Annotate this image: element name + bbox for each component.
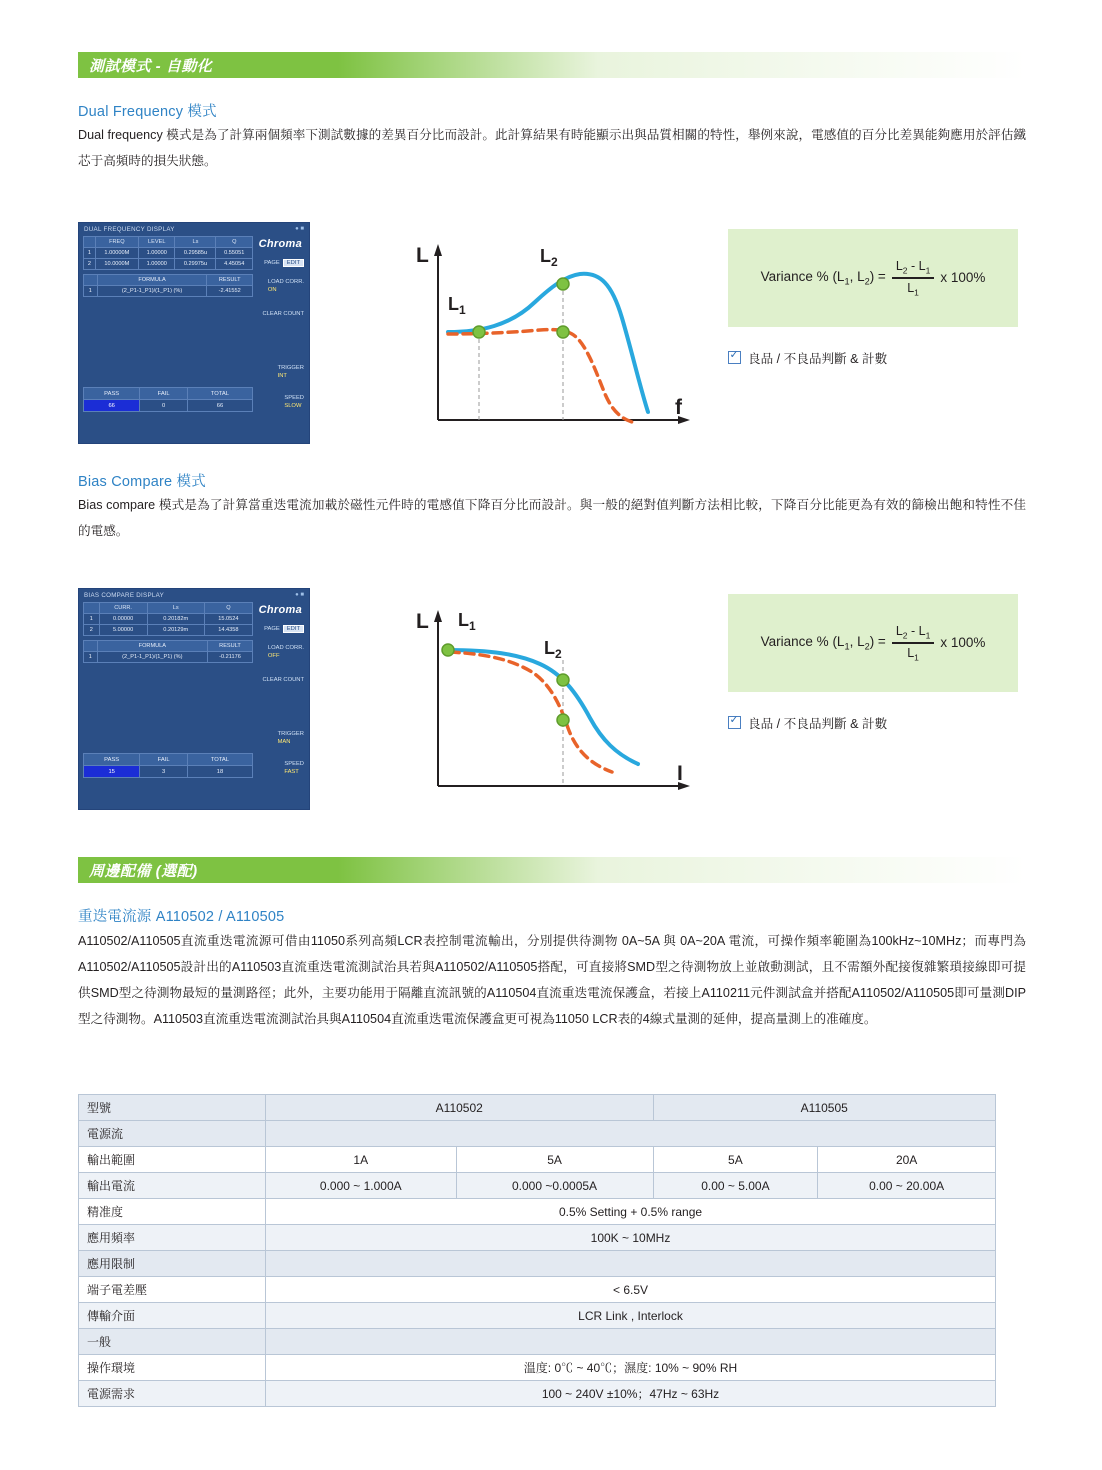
pass-header: PASS (84, 388, 140, 400)
section-title-automation: 測試模式 - 自動化 (89, 57, 213, 75)
chroma-logo-dual: Chroma (258, 238, 302, 250)
fraction-dual: $\frac{L_2 - L_1}{L_1}$ (892, 259, 934, 297)
table-row (84, 614, 253, 625)
spec-label: 輸出電流 (79, 1173, 266, 1199)
edit-label: EDIT (283, 625, 304, 633)
spec-model-a110502: A110502 (266, 1095, 654, 1121)
screen-status-dots: ● ■ (295, 226, 304, 232)
load-corr-item-bias[interactable] (268, 644, 304, 660)
load-corr-value: ON (267, 287, 277, 293)
cell: 1 (84, 652, 98, 663)
heading-dual-frequency: Dual Frequency 模式 (78, 104, 217, 120)
spec-label: 應用頻率 (79, 1225, 266, 1251)
dual-col-0 (84, 237, 96, 248)
cell: 15.0524 (204, 614, 252, 625)
spec-value: 0.5% Setting + 0.5% range (266, 1199, 996, 1225)
screen-status-dots: ● ■ (295, 592, 304, 598)
table-row (79, 1095, 996, 1121)
table-row (84, 652, 253, 663)
spec-label: 一般 (79, 1329, 266, 1355)
table-row (84, 625, 253, 636)
speed-value: FAST (284, 769, 299, 775)
spec-value: 100 ~ 240V ±10%；47Hz ~ 63Hz (266, 1381, 996, 1407)
table-row (79, 1251, 996, 1277)
spec-label: 電源需求 (79, 1381, 266, 1407)
spec-label: 電源流 (79, 1121, 266, 1147)
table-row (79, 1277, 996, 1303)
bias-col-3: Q (204, 603, 252, 614)
variance-formula-text-bias: Variance % ($L_1$, $L_2$) = $\frac{L_2 - L_1}{L_1}$ x 100% (760, 623, 986, 663)
spec-value: 100K ~ 10MHz (266, 1225, 996, 1251)
chroma-logo-bias: Chroma (258, 604, 302, 616)
dual-counter-table (83, 387, 253, 412)
fail-value: 3 (140, 766, 188, 778)
graph-label-l1-dual: $L_1$ (448, 294, 466, 317)
load-corr-label: LOAD CORR. (267, 645, 304, 651)
spec-table (78, 1094, 996, 1407)
edit-label: EDIT (283, 259, 304, 267)
formula-col-2: RESULT (207, 641, 252, 652)
graph-svg-bias (400, 588, 700, 810)
table-row (79, 1355, 996, 1381)
checkline-label-dual: 良品 / 不良品判斷 & 計數 (748, 352, 888, 366)
spec-value (266, 1329, 996, 1355)
formula-col-0 (84, 275, 98, 286)
table-row (84, 248, 253, 259)
cell: 1 (84, 248, 96, 259)
trigger-value: INT (277, 373, 287, 379)
trigger-label: TRIGGER (277, 365, 304, 371)
cell: 0.29975u (175, 259, 216, 270)
spec-value: 0.000 ~ 1.000A (266, 1173, 457, 1199)
page-label: PAGE (264, 260, 280, 266)
bias-counter-table (83, 753, 253, 778)
pass-value: 15 (84, 766, 140, 778)
table-row (84, 286, 253, 297)
page-edit-button-dual[interactable] (264, 260, 304, 266)
heading-bias-compare: Bias Compare 模式 (78, 474, 206, 490)
dual-measure-table (83, 236, 253, 270)
checkbox-icon[interactable] (728, 716, 741, 729)
cell: 4.45054 (216, 259, 253, 270)
checkline-bias (728, 713, 887, 732)
total-value: 18 (187, 766, 252, 778)
spec-label: 輸出範圍 (79, 1147, 266, 1173)
formula-col-2: RESULT (207, 275, 253, 286)
cell: 2 (84, 625, 100, 636)
spec-model-a110505: A110505 (653, 1095, 995, 1121)
cell: 1 (84, 614, 100, 625)
spec-label: 端子電差壓 (79, 1277, 266, 1303)
heading-power-source: 重迭電流源 A110502 / A110505 (78, 909, 285, 925)
spec-label: 應用限制 (79, 1251, 266, 1277)
variance-formula-text-dual: Variance % ($L_1$, $L_2$) = $\frac{L_2 - L_1}{L_1}$ x 100% (760, 258, 986, 298)
table-row (79, 1147, 996, 1173)
table-row (79, 1303, 996, 1329)
speed-value: SLOW (284, 403, 302, 409)
pass-header: PASS (84, 754, 140, 766)
spec-value: 0.00 ~ 5.00A (653, 1173, 818, 1199)
fail-header: FAIL (140, 754, 188, 766)
graph-label-l1-bias: $L_1$ (458, 610, 476, 633)
formula-col-1: FORMULA (97, 641, 207, 652)
total-header: TOTAL (187, 388, 252, 400)
table-row (79, 1121, 996, 1147)
cell: 0.20182m (147, 614, 204, 625)
page-edit-button-bias[interactable] (264, 626, 304, 632)
bias-col-2: Ls (147, 603, 204, 614)
cell: 0.29585u (175, 248, 216, 259)
cell: 2 (84, 259, 96, 270)
paragraph-bias-compare: Bias compare 模式是為了計算當重迭電流加載於磁性元件時的電感值下降百分比而設計。與一般的絕對值判斷方法相比較，下降百分比能更為有效的篩檢出飽和特性不佳的電感。 (78, 498, 1026, 538)
checkline-label-bias: 良品 / 不良品判斷 & 計數 (748, 717, 888, 731)
checkbox-icon[interactable] (728, 351, 741, 364)
spec-value: 0.000 ~0.0005A (456, 1173, 653, 1199)
graph-label-l2-bias: $L_2$ (544, 638, 562, 661)
spec-label: 精准度 (79, 1199, 266, 1225)
table-row (84, 259, 253, 270)
bias-formula-table (83, 640, 253, 663)
cell: 1.00000 (138, 259, 175, 270)
speed-item-dual[interactable] (284, 394, 304, 410)
clear-count-item-bias[interactable] (262, 676, 304, 684)
table-row (79, 1199, 996, 1225)
table-row (79, 1173, 996, 1199)
graph-dual-frequency (400, 222, 700, 444)
table-row (79, 1225, 996, 1251)
formula-col-0 (84, 641, 98, 652)
screen-title-bias: BIAS COMPARE DISPLAY (84, 592, 165, 599)
instrument-screen-bias-compare (78, 588, 310, 810)
pass-value: 66 (84, 400, 140, 412)
section-header-peripheral (78, 857, 1026, 883)
cell: 0.20129m (147, 625, 204, 636)
instrument-screen-dual-frequency (78, 222, 310, 444)
cell: 1 (84, 286, 98, 297)
section-title-peripheral: 周邊配備 (選配) (89, 862, 198, 880)
graph-y-label-dual: L (416, 244, 429, 267)
variance-formula-dual (728, 229, 1018, 327)
cell: 1.00000M (95, 248, 138, 259)
cell: 10.0000M (95, 259, 138, 270)
total-header: TOTAL (187, 754, 252, 766)
bias-col-0 (84, 603, 100, 614)
graph-label-l2-dual: $L_2$ (540, 246, 558, 269)
paragraph-dual-frequency: Dual frequency 模式是為了計算兩個頻率下測試數據的差異百分比而設計。此計算結果有時能顯示出與品質相關的特性，舉例來說，電感值的百分比差異能夠應用於評估鐵芯于高頻時的損失狀態。 (78, 128, 1026, 168)
trigger-item-bias[interactable] (278, 730, 304, 746)
graph-x-label-dual: f (675, 396, 682, 419)
graph-bias-compare (400, 588, 700, 810)
bias-measure-table (83, 602, 253, 636)
graph-svg-dual (400, 222, 700, 444)
table-row (79, 1329, 996, 1355)
fraction-bias: $\frac{L_2 - L_1}{L_1}$ (892, 624, 934, 662)
clear-count-label: CLEAR COUNT (262, 311, 304, 317)
cell: (2_P1-1_P1)/(1_P1) (%) (97, 652, 207, 663)
trigger-label: TRIGGER (277, 731, 304, 737)
cell: -0.21176 (207, 652, 252, 663)
spec-value (266, 1251, 996, 1277)
cell: 0.55051 (216, 248, 253, 259)
table-row (84, 400, 253, 412)
dual-col-2: LEVEL (138, 237, 175, 248)
fail-header: FAIL (140, 388, 188, 400)
trigger-value: MAN (277, 739, 291, 745)
spec-label: 操作環境 (79, 1355, 266, 1381)
spec-label: 傳輸介面 (79, 1303, 266, 1329)
clear-count-label: CLEAR COUNT (262, 677, 304, 683)
checkline-dual (728, 348, 887, 367)
fail-value: 0 (140, 400, 188, 412)
formula-col-1: FORMULA (97, 275, 207, 286)
screen-title-dual: DUAL FREQUENCY DISPLAY (84, 226, 175, 233)
graph-y-label-bias: L (416, 610, 429, 633)
spec-value (266, 1121, 996, 1147)
bias-col-1: CURR. (99, 603, 147, 614)
load-corr-label: LOAD CORR. (267, 279, 304, 285)
table-row (84, 766, 253, 778)
dual-col-3: Ls (175, 237, 216, 248)
spec-label: 型號 (79, 1095, 266, 1121)
variance-formula-bias (728, 594, 1018, 692)
cell: 0.00000 (99, 614, 147, 625)
table-row (79, 1381, 996, 1407)
trigger-item-dual[interactable] (278, 364, 304, 380)
spec-value: 溫度: 0℃ ~ 40℃；濕度: 10% ~ 90% RH (266, 1355, 996, 1381)
cell: 14.4358 (204, 625, 252, 636)
spec-value: 1A (266, 1147, 457, 1173)
speed-label: SPEED (284, 761, 304, 767)
spec-value: 20A (818, 1147, 996, 1173)
dual-formula-table (83, 274, 253, 297)
total-value: 66 (187, 400, 252, 412)
cell: -2.41552 (207, 286, 253, 297)
load-corr-value: OFF (267, 653, 280, 659)
spec-value: < 6.5V (266, 1277, 996, 1303)
cell: 5.00000 (99, 625, 147, 636)
speed-label: SPEED (284, 395, 304, 401)
paragraph-power-source: A110502/A110505直流重迭電流源可借由11050系列高頻LCR表控制電流輸出，分別提供待測物 0A~5A 與 0A~20A 電流，可操作頻率範圍為100kHz~10MHz；而專門為A110502/A110505設計出的A110503直流重迭電流測試治具若與A110502/A110505搭配，可直接將SMD型之待測物放上並啟動測試，且不需額外配接復雜繁瑣接線即可提供SMD型之待測物最短的量測路徑；此外，主要功能用于隔離直流訊號的A110504直流重迭電流保護盒，若接上A110211元件測試盒并搭配A110502/A110505即可量測DIP型之待測物。A110503直流重迭電流測試治具與A110504直流重迭電流保護盒更可視為11050 LCR表的4線式量測的延伸，提高量測上的准確度。 (78, 934, 1026, 1026)
speed-item-bias[interactable] (284, 760, 304, 776)
cell: 1.00000 (138, 248, 175, 259)
spec-value: 0.00 ~ 20.00A (818, 1173, 996, 1199)
section-header-automation (78, 52, 1026, 78)
spec-value: 5A (653, 1147, 818, 1173)
spec-value: LCR Link , Interlock (266, 1303, 996, 1329)
clear-count-item-dual[interactable] (262, 310, 304, 318)
spec-value: 5A (456, 1147, 653, 1173)
graph-x-label-bias: I (677, 762, 683, 785)
page-label: PAGE (264, 626, 280, 632)
dual-col-1: FREQ (95, 237, 138, 248)
cell: (2_P1-1_P1)/(1_P1) (%) (97, 286, 207, 297)
load-corr-item-dual[interactable] (268, 278, 304, 294)
dual-col-4: Q (216, 237, 253, 248)
